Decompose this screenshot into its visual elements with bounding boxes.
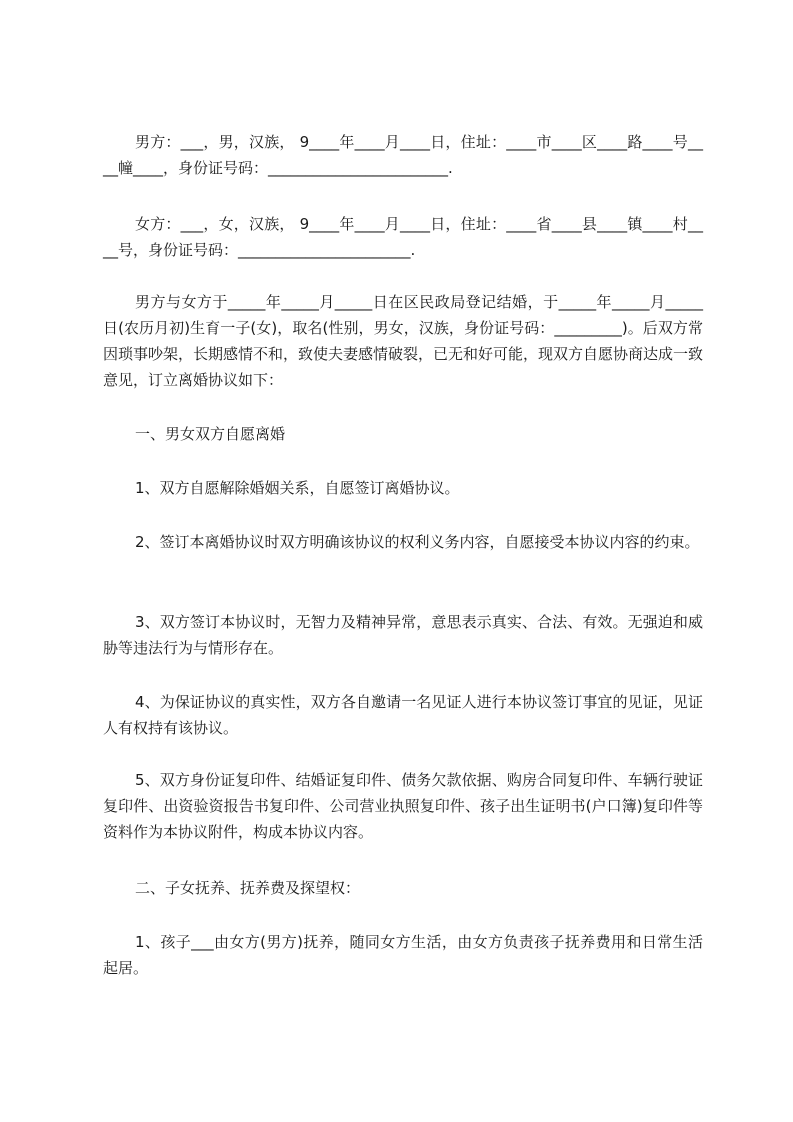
clause-1-4: 4、为保证协议的真实性，双方各自邀请一名见证人进行本协议签订事宜的见证，见证人有权持有该协议。: [103, 693, 703, 737]
clause-2-1: 1、孩子___由女方(男方)抚养，随同女方生活，由女方负责孩子抚养费用和日常生活起居。: [103, 933, 703, 977]
clause-1-1: 1、双方自愿解除婚姻关系，自愿签订离婚协议。: [135, 479, 460, 497]
section-heading-1: 一、男女双方自愿离婚: [135, 425, 286, 443]
clause-1-2: 2、签订本离婚协议时双方明确该协议的权利义务内容，自愿接受本协议内容的约束。: [135, 533, 700, 551]
party-male-info: 男方：___，男，汉族， 9____年____月____日，住址：____市____区____路____号____幢____，身份证号码：________________________.: [103, 133, 703, 177]
clause-1-3: 3、双方签订本协议时，无智力及精神异常，意思表示真实、合法、有效。无强迫和威胁等违法行为与情形存在。: [103, 613, 703, 657]
marriage-background-paragraph: 男方与女方于_____年_____月_____日在区民政局登记结婚，于_____年_____月_____日(农历月初)生育一子(女)，取名(性别，男女，汉族，身份证号码：_________)。后双方常因琐事吵架，长期感情不和，致使夫妻感情破裂，已无和好可能，现双方自愿协商达成一致意见，订立离婚协议如下：: [103, 293, 704, 389]
party-female-info: 女方：___，女，汉族， 9____年____月____日，住址：____省____县____镇____村____号，身份证号码：_______________________.: [103, 215, 703, 259]
section-heading-2: 二、子女抚养、抚养费及探望权：: [135, 879, 361, 897]
clause-1-5: 5、双方身份证复印件、结婚证复印件、债务欠款依据、购房合同复印件、车辆行驶证复印件、出资验资报告书复印件、公司营业执照复印件、孩子出生证明书(户口簿)复印件等资料作为本协议附件，构成本协议内容。: [103, 771, 703, 841]
